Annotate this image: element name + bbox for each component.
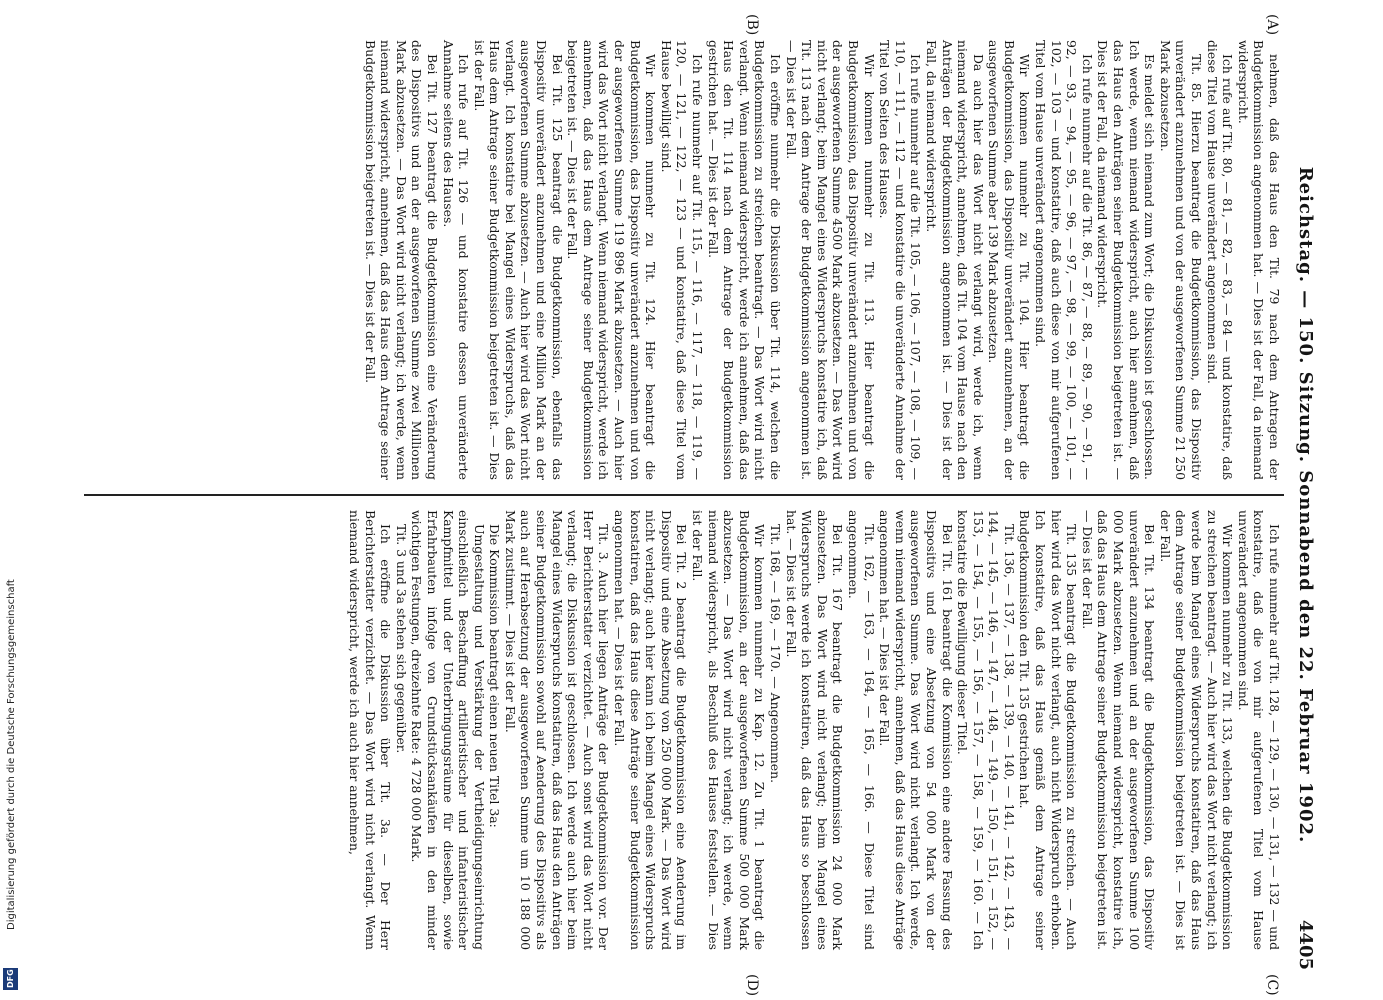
paragraph: Bei Tit. 167 beantragt die Budgetkommission 24 000 Mark abzusetzen. Das Wort wird nicht verlangt; beim Mangel eines Widerspruchs werde ich konstatiren, daß das Haus so beschlossen hat. — Dies ist der Fall. xyxy=(783,510,846,950)
page-header xyxy=(1286,40,1320,970)
paragraph: Da auch hier das Wort nicht verlangt wird, werde ich, wenn niemand widerspricht, annehmen, daß Tit. 104 vom Hause nach den Anträgen der Budgetkommission angenommen ist. — Dies ist der Fall, da niemand widerspricht. xyxy=(923,40,986,480)
paragraph: Bei Tit. 2 beantragt die Budgetkommission eine Aenderung im Dispositiv und eine Absetzung von 250 000 Mark. — Das Wort wird nicht verlangt; auch hier kann ich beim Mangel eines Widerspruchs konstatiren, daß das Haus diese Anträge seiner Budgetkommission angenommen hat. — Dies ist der Fall. xyxy=(612,510,690,950)
paragraph: Wir kommen nunmehr zu Kap. 12. Zu Tit. 1 beantragt die Budgetkommission, an der ausgeworfenen Summe 500 000 Mark abzusetzen. — Das Wort wird nicht verlangt; ich werde, wenn niemand widerspricht, als Beschluß des Hauses feststellen. — Dies ist der Fall. xyxy=(690,510,768,950)
scanned-page xyxy=(70,14,1320,997)
right-column xyxy=(346,510,1282,950)
paragraph: Tit. 3 und 3a stehen sich gegenüber. xyxy=(393,524,409,754)
paragraph: Tit. 168, — 169, — 170. — Angenommen. xyxy=(768,524,783,784)
paragraph: Ich rufe nunmehr auf die Tit. 86, — 87, — 88, — 89, — 90, — 91, — 92, — 93, — 94, — 95, — 96, — 97, — 98, — 99, — 100, — 101, — 102, — 103 — und konstatire, daß auch diese von mir aufgerufenen Titel vom Hause unverändert angenommen sind. xyxy=(1033,40,1095,480)
paragraph: Wir kommen nunmehr zu Tit. 124. Hier beantragt die Budgetkommission, das Dispositiv unverändert anzunehmen und von der ausgeworfenen Summe 119 896 Mark abzusetzen. — Auch hier wird das Wort nicht verlangt. Wenn niemand widerspricht, werde ich annehmen, daß das Haus dem Antrage seiner Budgetkommission beigetreten ist. — Dies ist der Fall. xyxy=(565,40,659,480)
page-title: Reichstag. — 150. Sitzung. Sonnabend den 22. Februar 1902. xyxy=(1295,166,1316,844)
paragraph: Es meldet sich niemand zum Wort; die Diskussion ist geschlossen. Ich werde, wenn niemand widerspricht, auch hier annehmen, daß das Haus den Anträgen seiner Budgetkommission beigetreten ist. — Dies ist der Fall, da niemand widerspricht. xyxy=(1095,40,1158,480)
paragraph: Tit. 3. Auch hier liegen Anträge der Budgetkommission vor. Der Herr Berichterstatter verzichtet. — Auch sonst wird das Wort nicht verlangt; die Diskussion ist geschlossen. Ich werde auch hier beim Mangel eines Widerspruchs konstatiren, daß das Haus den Anträgen seiner Budgetkommission sowohl auf Aenderung des Dispositivs als auch auf Herabsetzung der ausgeworfenen Summe um 10 188 000 Mark zustimmt. — Dies ist der Fall. xyxy=(502,510,612,950)
paragraph: Bei Tit. 127 beantragt die Budgetkommission eine Veränderung des Dispositivs und an der ausgeworfenen Summe zwei Millionen Mark abzusetzen. — Das Wort wird nicht verlangt; ich werde, wenn niemand widerspricht, annehmen, daß das Haus dem Antrage seiner Budgetkommission beigetreten ist. — Dies ist der Fall. xyxy=(362,40,440,480)
paragraph: Ich rufe auf Tit. 126 — und konstatire dessen unveränderte Annahme seitens des Hauses. xyxy=(440,40,472,480)
paragraph: Wir kommen nunmehr zu Tit. 104. Hier beantragt die Budgetkommission, das Dispositiv unverändert anzunehmen, an der ausgeworfenen Summe aber 139 Mark abzusetzen. xyxy=(986,40,1033,480)
paragraph: Wir kommen nunmehr zu Tit. 113. Hier beantragt die Budgetkommission, das Dispositiv unverändert anzunehmen und von der ausgeworfenen Summe 4500 Mark abzusetzen. — Das Wort wird nicht verlangt; beim Mangel eines Widerspruchs konstatire ich, daß Tit. 113 nach dem Antrage der Budgetkommission angenommen ist. — Dies ist der Fall. xyxy=(783,40,877,480)
paragraph: nehmen, daß das Haus den Tit. 79 nach dem Antragen der Budgetkommission angenommen hat. — Dies ist der Fall, da niemand widerspricht. xyxy=(1235,40,1282,480)
digitization-sidebar xyxy=(0,0,22,1000)
page-number-right: 4405 xyxy=(1295,919,1316,970)
margin-mark-a: (A) xyxy=(1264,14,1280,36)
paragraph: Ich rufe nunmehr auf Tit. 115, — 116, — 117, — 118, — 119, — 120, — 121, — 122, — 123 — und konstatire, daß diese Titel vom Hause bewilligt sind. xyxy=(658,40,706,480)
paragraph: Tit. 162, — 163, — 164, — 165, — 166. — Diese Titel sind angenommen. xyxy=(845,510,877,950)
paragraph: Tit. 85. Hierzu beantragt die Budgetkommission, das Dispositiv unverändert anzunehmen und von der ausgeworfenen Summe 21 250 Mark abzusetzen. xyxy=(1157,40,1205,480)
paragraph: Ich rufe nunmehr auf die Tit. 105, — 106, — 107, — 108, — 109, — 110, — 111, — 112 — und konstatire die unveränderte Annahme der Titel von Seiten des Hauses. xyxy=(877,40,924,480)
paragraph: Ich rufe nunmehr auf Tit. 128, — 129, — 130, — 131, — 132 — und konstatire, daß die von mir aufgerufenen Titel vom Hause unverändert angenommen sind. xyxy=(1235,510,1282,950)
paragraph: Bei Tit. 134 beantragt die Budgetkommission, das Dispositiv unverändert anzunehmen und an der ausgeworfenen Summe 100 000 Mark abzusetzen. Wenn niemand widerspricht, konstatire ich, daß das Haus dem Antrage seiner Budgetkommission beigetreten ist. — Dies ist der Fall. xyxy=(1079,510,1158,950)
paragraph: Ich eröffne die Diskussion über Tit. 3a. — Der Herr Berichterstatter verzichtet. — Das Wort wird nicht verlangt. Wenn niemand widerspricht, werde ich auch hier annehmen, xyxy=(346,510,394,950)
margin-mark-b: (B) xyxy=(744,14,760,36)
dfg-credit-text: Digitalisierung gefördert durch die Deutsche Forschungsgemeinschaft xyxy=(6,579,17,930)
left-column xyxy=(362,40,1282,480)
paragraph: Wir kommen nunmehr zu Tit. 133, welchen die Budgetkommission zu streichen beantragt. — Auch hier wird das Wort nicht verlangt; ich werde beim Mangel eines Widerspruchs konstatiren, daß das Haus dem Antrage seiner Budgetkommission beigetreten ist. — Dies ist der Fall. xyxy=(1157,510,1236,950)
paragraph: Ich rufe auf Tit. 80, — 81, — 82, — 83, — 84 — und konstatire, daß diese Titel vom Hause unverändert angenommen sind. xyxy=(1204,40,1236,480)
paragraph: Bei Tit. 161 beantragt die Kommission eine andere Fassung des Dispositivs und eine Absetzung von 54 000 Mark von der ausgeworfenen Summe. Das Wort wird nicht verlangt. Ich werde, wenn niemand widerspricht, annehmen, daß das Haus diese Anträge angenommen hat. — Dies ist der Fall. xyxy=(877,510,955,950)
paragraph: Tit. 135 beantragt die Budgetkommission zu streichen. — Auch hier wird das Wort nicht verlangt, auch nicht Widerspruch erhoben. Ich konstatire, daß das Haus gemäß dem Antrage seiner Budgetkommission den Tit. 135 gestrichen hat. xyxy=(1017,510,1080,950)
paragraph: Ich eröffne nunmehr die Diskussion über Tit. 114, welchen die Budgetkommission zu streichen beantragt. — Das Wort wird nicht verlangt. Wenn niemand widerspricht, werde ich annehmen, daß das Haus den Tit. 114 nach dem Antrage der Budgetkommission gestrichen hat. — Dies ist der Fall. xyxy=(705,40,783,480)
paragraph: Die Kommission beantragt einen neuen Titel 3a: xyxy=(487,524,503,828)
paragraph: Tit. 136, — 137, — 138, — 139, — 140, — 141, — 142, — 143, — 144, — 145, — 146, — 147, — 148, — 149, — 150, — 151, — 152, — 153, — 154, — 155, — 156, — 157, — 158, — 159, — 160. — Ich konstatire die Bewilligung dieser Titel. xyxy=(955,510,1017,950)
margin-mark-d: (D) xyxy=(744,974,760,997)
dfg-logo-icon: DFG xyxy=(3,968,18,990)
margin-mark-c: (C) xyxy=(1264,974,1280,996)
column-divider xyxy=(84,494,1284,496)
paragraph: Bei Tit. 125 beantragt die Budgetkommission, ebenfalls das Dispositiv unverändert anzunehmen und eine Million Mark an der ausgeworfenen Summe abzusetzen. — Auch hier wird das Wort nicht verlangt. Ich konstatire bei Mangel eines Widerspruchs, daß das Haus dem Antrage seiner Budgetkommission beigetreten ist. — Dies ist der Fall. xyxy=(471,40,565,480)
paragraph: Umgestaltung und Verstärkung der Vertheidigungseinrichtung einschließlich Beschaffung artilleristischer und infanteristischer Kampfmittel und der Unterbringungsräume für dieselben, sowie Erfahrbauten infolge von Grundstücksankäufen in den minder wichtigen Festungen, dreizehnte Rate: 4 728 000 Mark. xyxy=(409,510,487,950)
